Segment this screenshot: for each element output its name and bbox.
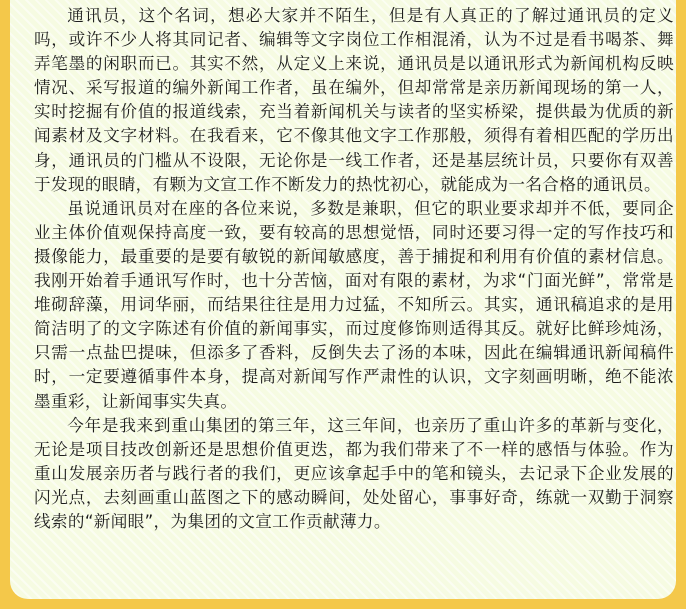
paragraph-3: 今年是我来到重山集团的第三年，这三年间，也亲历了重山许多的革新与变化，无论是项目技改创新还是思想价值更迭，都为我们带来了不一样的感悟与体验。作为重山发展亲历者与践行者的我们，更应该拿起手中的笔和镜头，去记录下企业发展的闪光点，去刻画重山蓝图之下的感动瞬间，处处留心，事事好奇，练就一双勤于洞察线索的“新闻眼”，为集团的文宣工作贡献薄力。 — [34, 415, 674, 531]
article-body — [34, 4, 674, 534]
paragraph-1: 通讯员，这个名词，想必大家并不陌生，但是有人真正的了解过通讯员的定义吗，或许不少人将其同记者、编辑等文字岗位工作相混淆，认为不过是看书喝茶、舞弄笔墨的闲职而已。其实不然，从定义上来说，通讯员是以通讯形式为新闻机构反映情况、采写报道的编外新闻工作者，虽在编外，但却常常是亲历新闻现场的第一人，实时挖掘有价值的报道线索，充当着新闻机关与读者的坚实桥梁，提供最为优质的新闻素材及文字材料。在我看来，它不像其他文字工作那般，须得有着相匹配的学历出身，通讯员的门槛从不设限，无论你是一线工作者，还是基层统计员，只要你有双善于发现的眼睛，有颗为文宣工作不断发力的热忱初心，就能成为一名合格的通讯员。 — [34, 6, 674, 194]
article-frame — [10, 0, 676, 599]
paragraph-2: 虽说通讯员对在座的各位来说，多数是兼职，但它的职业要求却并不低，要同企业主体价值观保持高度一致，要有较高的思想觉悟，同时还要习得一定的写作技巧和摄像能力，最重要的是要有敏锐的新闻敏感度，善于捕捉和利用有价值的素材信息。我刚开始着手通讯写作时，也十分苦恼，面对有限的素材，为求“门面光鲜”，常常是堆砌辞藻，用词华丽，而结果往往是用力过猛，不知所云。其实，通讯稿追求的是用简洁明了的文字陈述有价值的新闻事实，而过度修饰则适得其反。就好比鲜珍炖汤，只需一点盐巴提味，但添多了香料，反倒失去了汤的本味，因此在编辑通讯新闻稿件时，一定要遵循事件本身，提高对新闻写作严肃性的认识，文字刻画明晰，绝不能浓墨重彩，让新闻事实失真。 — [34, 198, 674, 411]
